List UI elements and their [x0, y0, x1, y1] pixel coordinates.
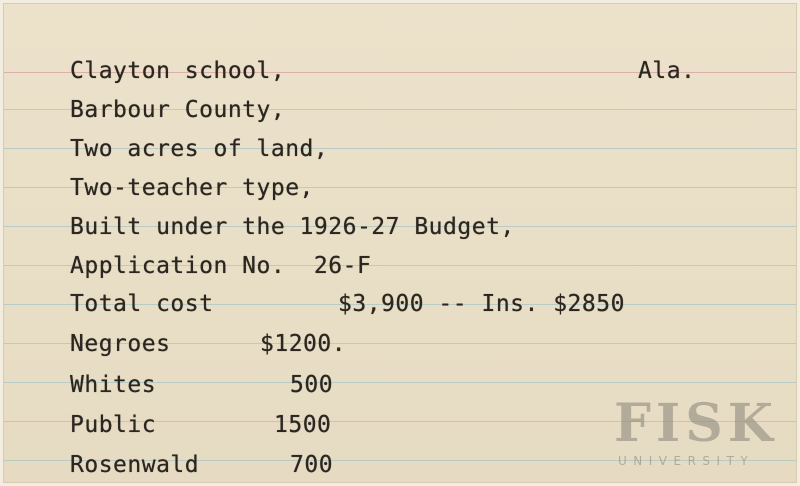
county: Barbour County,	[70, 97, 286, 123]
contribution-label: Whites	[70, 372, 157, 398]
contribution-label: Negroes	[70, 331, 171, 357]
logo-word: FISK	[614, 393, 778, 454]
budget-year: Built under the 1926-27 Budget,	[70, 214, 515, 240]
school-type: Two-teacher type,	[70, 175, 314, 201]
total-cost-value: $3,900 -- Ins. $2850	[338, 291, 625, 317]
contribution-amount: $1200.	[260, 331, 347, 357]
contribution-label: Public	[70, 412, 157, 438]
state: Ala.	[638, 58, 696, 84]
logo-subtitle: UNIVERSITY	[618, 454, 755, 468]
application-number: Application No. 26-F	[70, 253, 372, 279]
contribution-amount: 500	[290, 372, 334, 398]
contribution-amount: 700	[290, 452, 334, 478]
index-card	[4, 4, 796, 482]
contribution-amount: 1500	[274, 412, 332, 438]
land-size: Two acres of land,	[70, 136, 329, 162]
fisk-university-logo	[614, 393, 794, 474]
contribution-label: Rosenwald	[70, 452, 200, 478]
school-name: Clayton school,	[70, 58, 286, 84]
total-cost-label: Total cost	[70, 291, 214, 317]
